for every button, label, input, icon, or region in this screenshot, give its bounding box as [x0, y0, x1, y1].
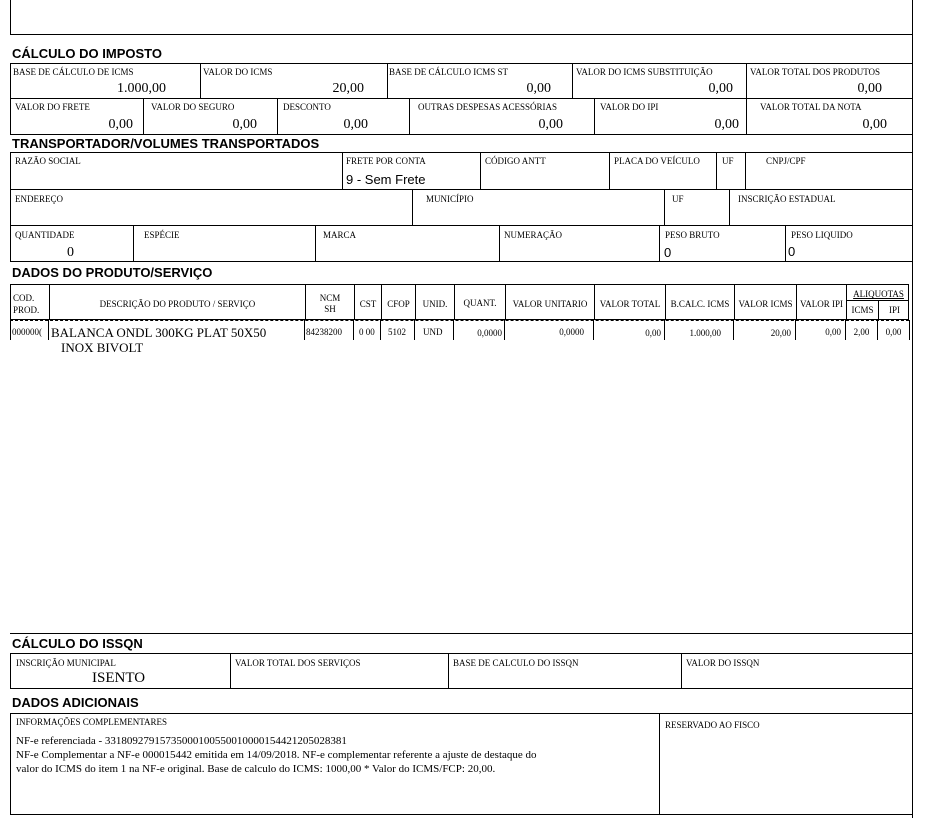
uf-label: UF — [722, 156, 734, 166]
row-descricao: BALANCA ONDL 300KG PLAT 50X50 — [51, 325, 267, 340]
valor-frete-value: 0,00 — [108, 117, 133, 132]
adicionais-box — [10, 713, 913, 815]
table-row — [10, 320, 909, 355]
row-valor-unitario: 0,0000 — [559, 327, 584, 337]
header-valor-icms: VALOR ICMS — [738, 299, 793, 309]
valor-issqn-label: VALOR DO ISSQN — [686, 658, 760, 668]
outras-despesas-value: 0,00 — [538, 117, 563, 132]
produtos-header — [10, 284, 909, 320]
header-unid: UNID. — [422, 299, 448, 309]
desconto-label: DESCONTO — [283, 102, 331, 112]
header-valor-ipi: VALOR IPI — [799, 299, 844, 309]
header-cod-prod: COD. — [13, 293, 35, 303]
razao-social-label: RAZÃO SOCIAL — [15, 156, 81, 166]
codigo-antt-label: CÓDIGO ANTT — [485, 156, 546, 166]
header-ncm-sh: SH — [324, 304, 336, 314]
inscricao-estadual-label: INSCRIÇÃO ESTADUAL — [738, 194, 836, 204]
numeracao-label: NUMERAÇÃO — [504, 230, 563, 240]
inscricao-municipal-value: ISENTO — [92, 670, 146, 686]
row-ncm: 84238200 — [306, 327, 342, 337]
cnpj-cpf-label: CNPJ/CPF — [766, 156, 806, 166]
row-valor-icms: 20,00 — [770, 328, 791, 338]
inscricao-municipal-label: INSCRIÇÃO MUNICIPAL — [16, 658, 116, 668]
frete-por-conta-label: FRETE POR CONTA — [346, 156, 426, 166]
peso-liquido-label: PESO LIQUIDO — [791, 230, 853, 240]
transportador-row-1 — [10, 152, 913, 190]
valor-icms-substituicao-value: 0,00 — [708, 81, 733, 96]
row-quant: 0,0000 — [477, 328, 502, 338]
peso-liquido-value: 0 — [788, 244, 796, 259]
imposto-row-1 — [10, 63, 913, 99]
issqn-row — [10, 653, 913, 689]
municipio-label: MUNICÍPIO — [426, 194, 474, 204]
header-cst: CST — [359, 299, 377, 309]
valor-icms-label: VALOR DO ICMS — [203, 67, 273, 77]
valor-total-produtos-value: 0,00 — [857, 81, 882, 96]
quantidade-label: QUANTIDADE — [15, 230, 75, 240]
valor-ipi-value: 0,00 — [714, 117, 739, 132]
especie-label: ESPÉCIE — [144, 230, 180, 240]
row-unid: UND — [423, 327, 443, 337]
base-calculo-icms-value: 1.000,00 — [117, 81, 166, 96]
valor-seguro-label: VALOR DO SEGURO — [151, 102, 235, 112]
header-descricao: DESCRIÇÃO DO PRODUTO / SERVIÇO — [99, 299, 256, 309]
peso-bruto-value: 0 — [664, 245, 672, 260]
imposto-row-2 — [10, 98, 913, 135]
informacoes-complementares-label: INFORMAÇÕES COMPLEMENTARES — [16, 717, 168, 727]
placa-veiculo-label: PLACA DO VEÍCULO — [614, 156, 700, 166]
valor-total-nota-label: VALOR TOTAL DA NOTA — [760, 102, 862, 112]
valor-total-servicos-label: VALOR TOTAL DOS SERVIÇOS — [235, 658, 361, 668]
frete-por-conta-value: 9 - Sem Frete — [346, 172, 426, 187]
info-line-2: NF-e Complementar a NF-e 000015442 emitida em 14/09/2018. NF-e complementar referente a ajuste de destaque do — [16, 749, 537, 761]
header-box — [10, 0, 913, 35]
row-aliq-icms: 2,00 — [853, 327, 870, 337]
header-ncm: NCM — [319, 293, 341, 303]
valor-icms-substituicao-label: VALOR DO ICMS SUBSTITUIÇÃO — [576, 67, 713, 77]
row-cod: 000000( — [12, 327, 42, 337]
valor-total-nota-value: 0,00 — [862, 117, 887, 132]
transportador-row-2 — [10, 189, 913, 226]
header-quant: QUANT. — [463, 298, 497, 308]
base-calculo-icms-st-value: 0,00 — [526, 81, 551, 96]
desconto-value: 0,00 — [343, 117, 368, 132]
header-cfop: CFOP — [387, 299, 410, 309]
row-aliq-ipi: 0,00 — [885, 327, 902, 337]
header-valor-unitario: VALOR UNITARIO — [512, 299, 588, 309]
valor-ipi-label: VALOR DO IPI — [600, 102, 659, 112]
header-aliq-ipi: IPI — [889, 305, 900, 315]
base-calculo-icms-label: BASE DE CÁLCULO DE ICMS — [13, 67, 134, 77]
row-cst: 0 00 — [359, 327, 375, 337]
section-title-transportador: TRANSPORTADOR/VOLUMES TRANSPORTADOS — [12, 136, 320, 151]
valor-total-produtos-label: VALOR TOTAL DOS PRODUTOS — [750, 67, 881, 77]
base-calculo-icms-st-label: BASE DE CÁLCULO ICMS ST — [389, 67, 509, 77]
peso-bruto-label: PESO BRUTO — [665, 230, 720, 240]
row-descricao-2: INOX BIVOLT — [61, 340, 144, 355]
transportador-row-3 — [10, 225, 913, 262]
row-cfop: 5102 — [388, 327, 406, 337]
base-calculo-issqn-label: BASE DE CALCULO DO ISSQN — [453, 658, 579, 668]
valor-icms-value: 20,00 — [332, 81, 364, 96]
page-right-border — [912, 0, 913, 818]
section-title-calculo-imposto: CÁLCULO DO IMPOSTO — [12, 46, 162, 61]
section-title-adicionais: DADOS ADICIONAIS — [12, 695, 139, 710]
row-bcalc-icms: 1.000,00 — [689, 328, 721, 338]
header-valor-total: VALOR TOTAL — [599, 299, 661, 309]
reservado-fisco-label: RESERVADO AO FISCO — [665, 720, 760, 730]
row-valor-ipi: 0,00 — [825, 327, 841, 337]
info-line-1: NF-e referenciada - 33180927915735000100550010000154421205028381 — [16, 735, 347, 747]
issqn-divider — [10, 633, 912, 634]
uf-2-label: UF — [672, 194, 684, 204]
info-line-3: valor do ICMS do item 1 na NF-e original. Base de calculo do ICMS: 1000,00 * Valor do ICMS/FCP: 20,00. — [16, 763, 496, 775]
header-cod-prod-2: PROD. — [13, 305, 40, 315]
header-bcalc-icms: B.CALC. ICMS — [670, 299, 730, 309]
section-title-issqn: CÁLCULO DO ISSQN — [12, 636, 143, 651]
section-title-produtos: DADOS DO PRODUTO/SERVIÇO — [12, 265, 213, 280]
header-aliq-icms: ICMS — [851, 305, 874, 315]
marca-label: MARCA — [323, 230, 357, 240]
row-valor-total: 0,00 — [645, 328, 661, 338]
header-aliquotas: ALIQUOTAS — [853, 289, 904, 299]
valor-frete-label: VALOR DO FRETE — [15, 102, 90, 112]
quantidade-value: 0 — [67, 245, 74, 260]
outras-despesas-label: OUTRAS DESPESAS ACESSÓRIAS — [418, 102, 558, 112]
endereco-label: ENDEREÇO — [15, 194, 63, 204]
valor-seguro-value: 0,00 — [232, 117, 257, 132]
